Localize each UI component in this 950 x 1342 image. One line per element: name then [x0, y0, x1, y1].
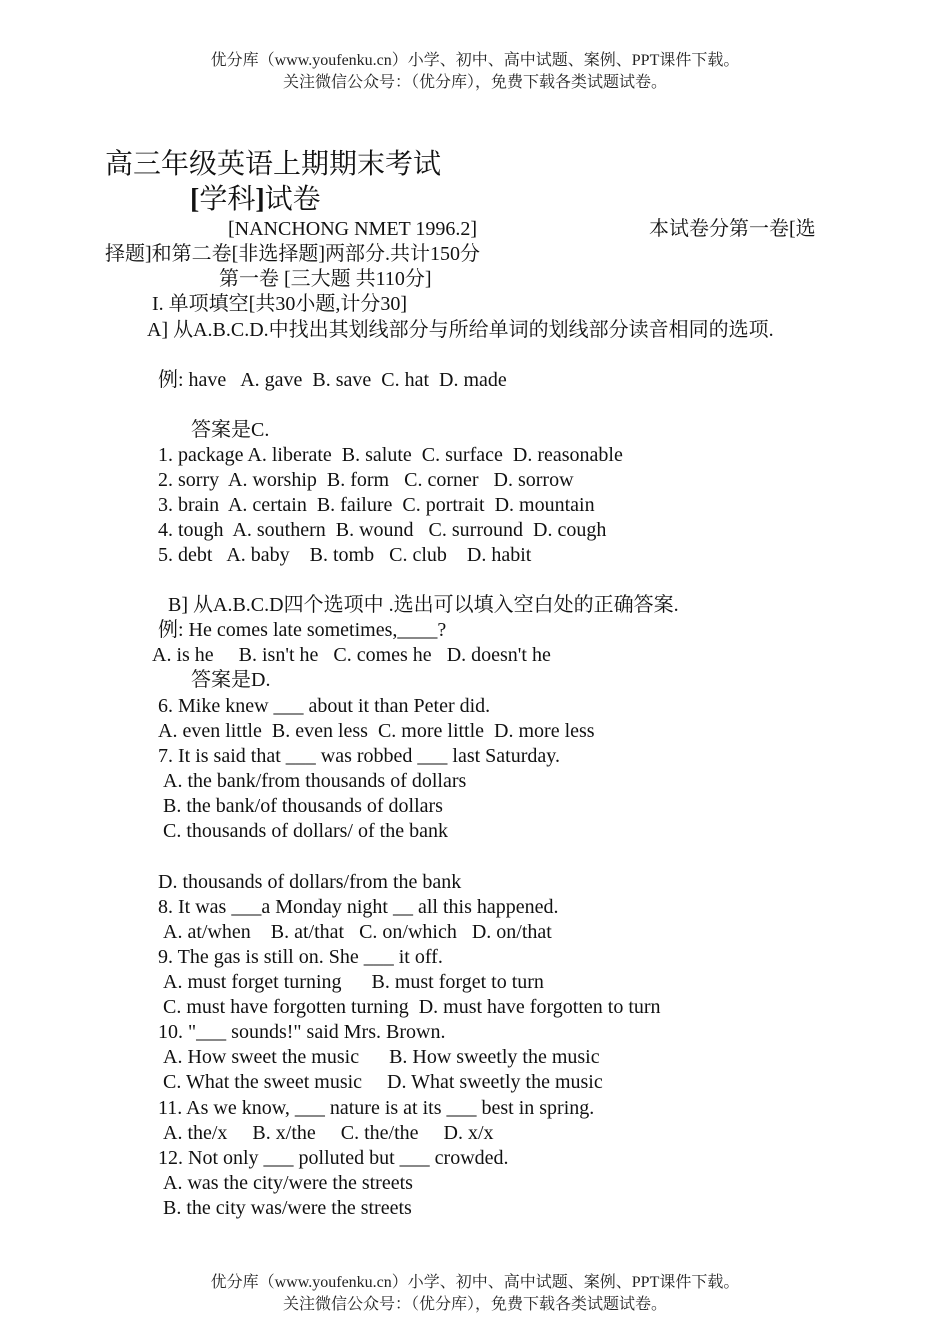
question-11: 11. As we know, ___ nature is at its ___ best in spring.: [158, 1097, 595, 1119]
question-7-option-b: B. the bank/of thousands of dollars: [163, 795, 443, 817]
question-9-options-cd: C. must have forgotten turning D. must have forgotten to turn: [163, 996, 661, 1018]
part-b-example-options: A. is he B. isn't he C. comes he D. doesn't he: [152, 644, 551, 666]
footer-line-2: 关注微信公众号：（优分库），免费下载各类试题试卷。: [282, 1296, 667, 1313]
exam-title: 高三年级英语上期期末考试: [105, 149, 442, 180]
question-item: 1. package A. liberate B. salute C. surface D. reasonable: [158, 444, 623, 466]
question-8-options: A. at/when B. at/that C. on/which D. on/that: [163, 921, 552, 943]
section-heading: I. 单项填空[共30小题,计分30]: [152, 293, 407, 315]
question-6-options: A. even little B. even less C. more little D. more less: [158, 720, 595, 742]
part-b-example: 例: He comes late sometimes,____?: [158, 619, 447, 641]
question-6: 6. Mike knew ___ about it than Peter did.: [158, 695, 491, 717]
subtitle-subject: 学科: [199, 184, 256, 215]
question-12: 12. Not only ___ polluted but ___ crowded.: [158, 1147, 509, 1169]
subtitle-rest: 试卷: [264, 184, 321, 215]
question-8: 8. It was ___a Monday night __ all this happened.: [158, 896, 559, 918]
exam-subtitle: [190, 183, 321, 217]
page-footer: [0, 1272, 950, 1316]
question-10: 10. "___ sounds!" said Mrs. Brown.: [158, 1021, 446, 1043]
question-11-options: A. the/x B. x/the C. the/the D. x/x: [163, 1122, 494, 1144]
page-header: [0, 50, 950, 94]
part-a-example: 例: have A. gave B. save C. hat D. made: [158, 369, 507, 391]
part-b-answer: 答案是D.: [191, 669, 271, 691]
question-7-option-c: C. thousands of dollars/ of the bank: [163, 820, 448, 842]
question-10-options-ab: A. How sweet the music B. How sweetly the music: [163, 1046, 600, 1068]
header-line-2: 关注微信公众号：（优分库），免费下载各类试题试卷。: [282, 74, 667, 91]
question-12-option-b: B. the city was/were the streets: [163, 1197, 412, 1219]
exam-description-continued: 择题]和第二卷[非选择题]两部分.共计150分: [105, 243, 480, 265]
question-7: 7. It is said that ___ was robbed ___ last Saturday.: [158, 745, 560, 767]
exam-code: [NANCHONG NMET 1996.2]: [228, 218, 478, 240]
question-item: 5. debt A. baby B. tomb C. club D. habit: [158, 544, 532, 566]
question-12-option-a: A. was the city/were the streets: [163, 1172, 413, 1194]
subtitle-bracket-open: [: [190, 184, 200, 215]
question-7-option-a: A. the bank/from thousands of dollars: [163, 770, 467, 792]
question-item: 3. brain A. certain B. failure C. portrait D. mountain: [158, 494, 595, 516]
header-line-1: 优分库（www.youfenku.cn）小学、初中、高中试题、案例、PPT课件下载。: [210, 52, 740, 69]
question-9: 9. The gas is still on. She ___ it off.: [158, 946, 443, 968]
exam-description-start: 本试卷分第一卷[选: [649, 218, 816, 240]
part-a-heading: A] 从A.B.C.D.中找出其划线部分与所给单词的划线部分读音相同的选项.: [147, 319, 774, 341]
question-7-option-d: D. thousands of dollars/from the bank: [158, 871, 462, 893]
part-b-heading: B] 从A.B.C.D四个选项中 .选出可以填入空白处的正确答案.: [168, 594, 679, 616]
volume-one-heading: 第一卷 [三大题 共110分]: [219, 268, 432, 290]
question-10-options-cd: C. What the sweet music D. What sweetly the music: [163, 1071, 603, 1093]
footer-line-1: 优分库（www.youfenku.cn）小学、初中、高中试题、案例、PPT课件下载。: [210, 1274, 740, 1291]
subtitle-bracket-close: ]: [255, 184, 265, 215]
question-9-options-ab: A. must forget turning B. must forget to turn: [163, 971, 544, 993]
part-a-answer: 答案是C.: [191, 419, 270, 441]
question-item: 4. tough A. southern B. wound C. surround D. cough: [158, 519, 607, 541]
question-item: 2. sorry A. worship B. form C. corner D. sorrow: [158, 469, 574, 491]
